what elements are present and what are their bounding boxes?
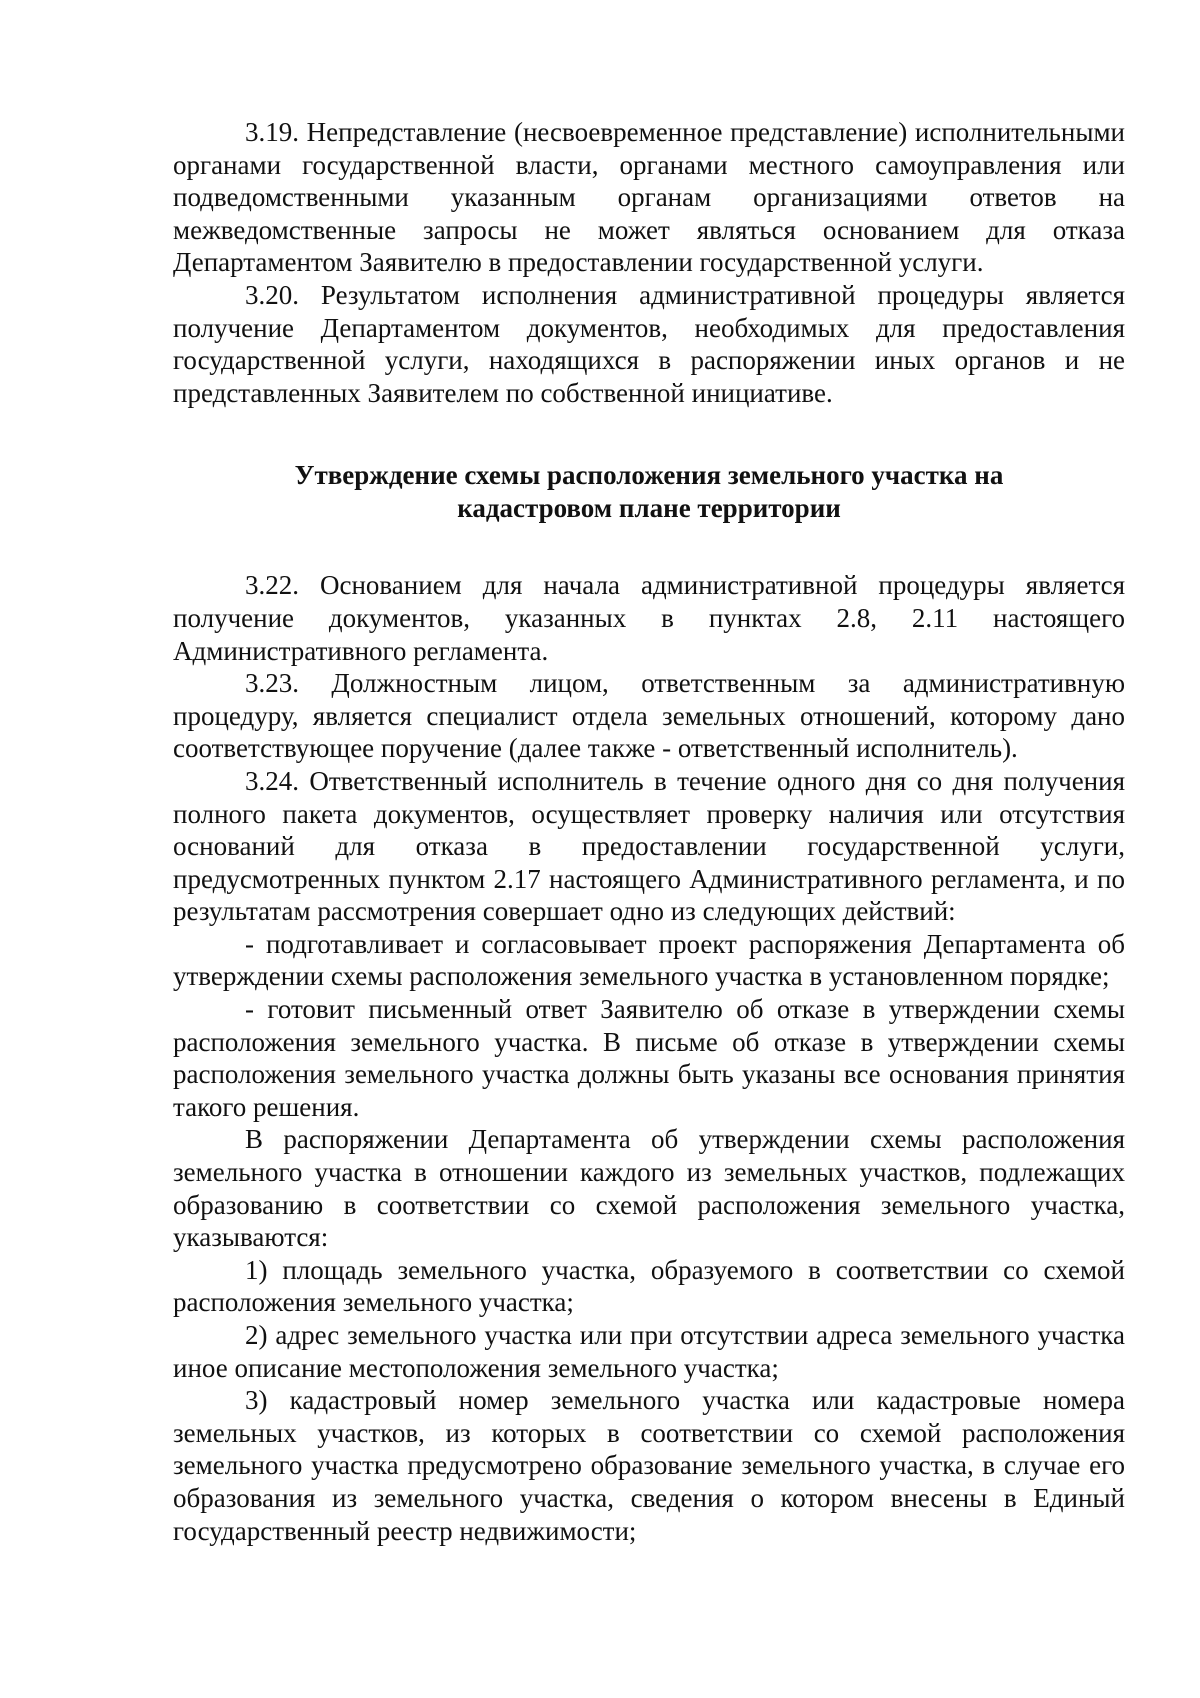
section-heading-line-2: кадастровом плане территории	[457, 493, 841, 524]
list-item-1-area: 1) площадь земельного участка, образуемого в соответствии со схемой расположения земельного участка;	[173, 1254, 1125, 1318]
paragraph-3-23: 3.23. Должностным лицом, ответственным за административную процедуру, является специалист отдела земельных отношений, которому дано соответствующее поручение (далее также - ответственный исполнитель).	[173, 668, 1125, 764]
paragraph-order-contents: В распоряжении Департамента об утверждении схемы расположения земельного участка в отношении каждого из земельных участков, подлежащих образованию в соответствии со схемой расположения земельного участка, указываются:	[173, 1124, 1125, 1253]
paragraph-3-20: 3.20. Результатом исполнения административной процедуры является получение Департаментом документов, необходимых для предоставления государственной услуги, находящихся в распоряжении иных органов и не представленных Заявителем по собственной инициативе.	[173, 279, 1125, 408]
list-item-3-cadastral-number: 3) кадастровый номер земельного участка или кадастровые номера земельных участков, из которых в соответствии со схемой расположения земельного участка предусмотрено образование земельного участка, в случае его образования из земельного участка, сведения о котором внесены в Единый государственный реестр недвижимости;	[173, 1385, 1125, 1546]
list-item-2-address: 2) адрес земельного участка или при отсутствии адреса земельного участка иное описание местоположения земельного участка;	[173, 1320, 1125, 1383]
paragraph-3-24: 3.24. Ответственный исполнитель в течение одного дня со дня получения полного пакета документов, осуществляет проверку наличия или отсутствия оснований для отказа в предоставлении государственной услуги, предусмотренных пунктом 2.17 настоящего Административного регламента, и по результатам рассмотрения совершает одно из следующих действий:	[173, 765, 1125, 927]
paragraph-3-19: 3.19. Непредставление (несвоевременное представление) исполнительными органами государственной власти, органами местного самоуправления или подведомственными указанным органам организациями ответов на межведомственные запросы не может являться основанием для отказа Департаментом Заявителю в предоставлении государственной услуги.	[173, 117, 1125, 278]
document-body	[173, 116, 1125, 1547]
section-heading	[173, 459, 1125, 525]
section-heading-line-1: Утверждение схемы расположения земельного участка на	[294, 460, 1004, 491]
list-item-prepare-order: - подготавливает и согласовывает проект распоряжения Департамента об утверждении схемы расположения земельного участка в установленном порядке;	[173, 928, 1125, 992]
list-item-refusal-letter: - готовит письменный ответ Заявителю об отказе в утверждении схемы расположения земельного участка. В письме об отказе в утверждении схемы расположения земельного участка должны быть указаны все основания принятия такого решения.	[173, 994, 1125, 1122]
paragraph-3-22: 3.22. Основанием для начала административной процедуры является получение документов, указанных в пунктах 2.8, 2.11 настоящего Административного регламента.	[173, 570, 1125, 666]
